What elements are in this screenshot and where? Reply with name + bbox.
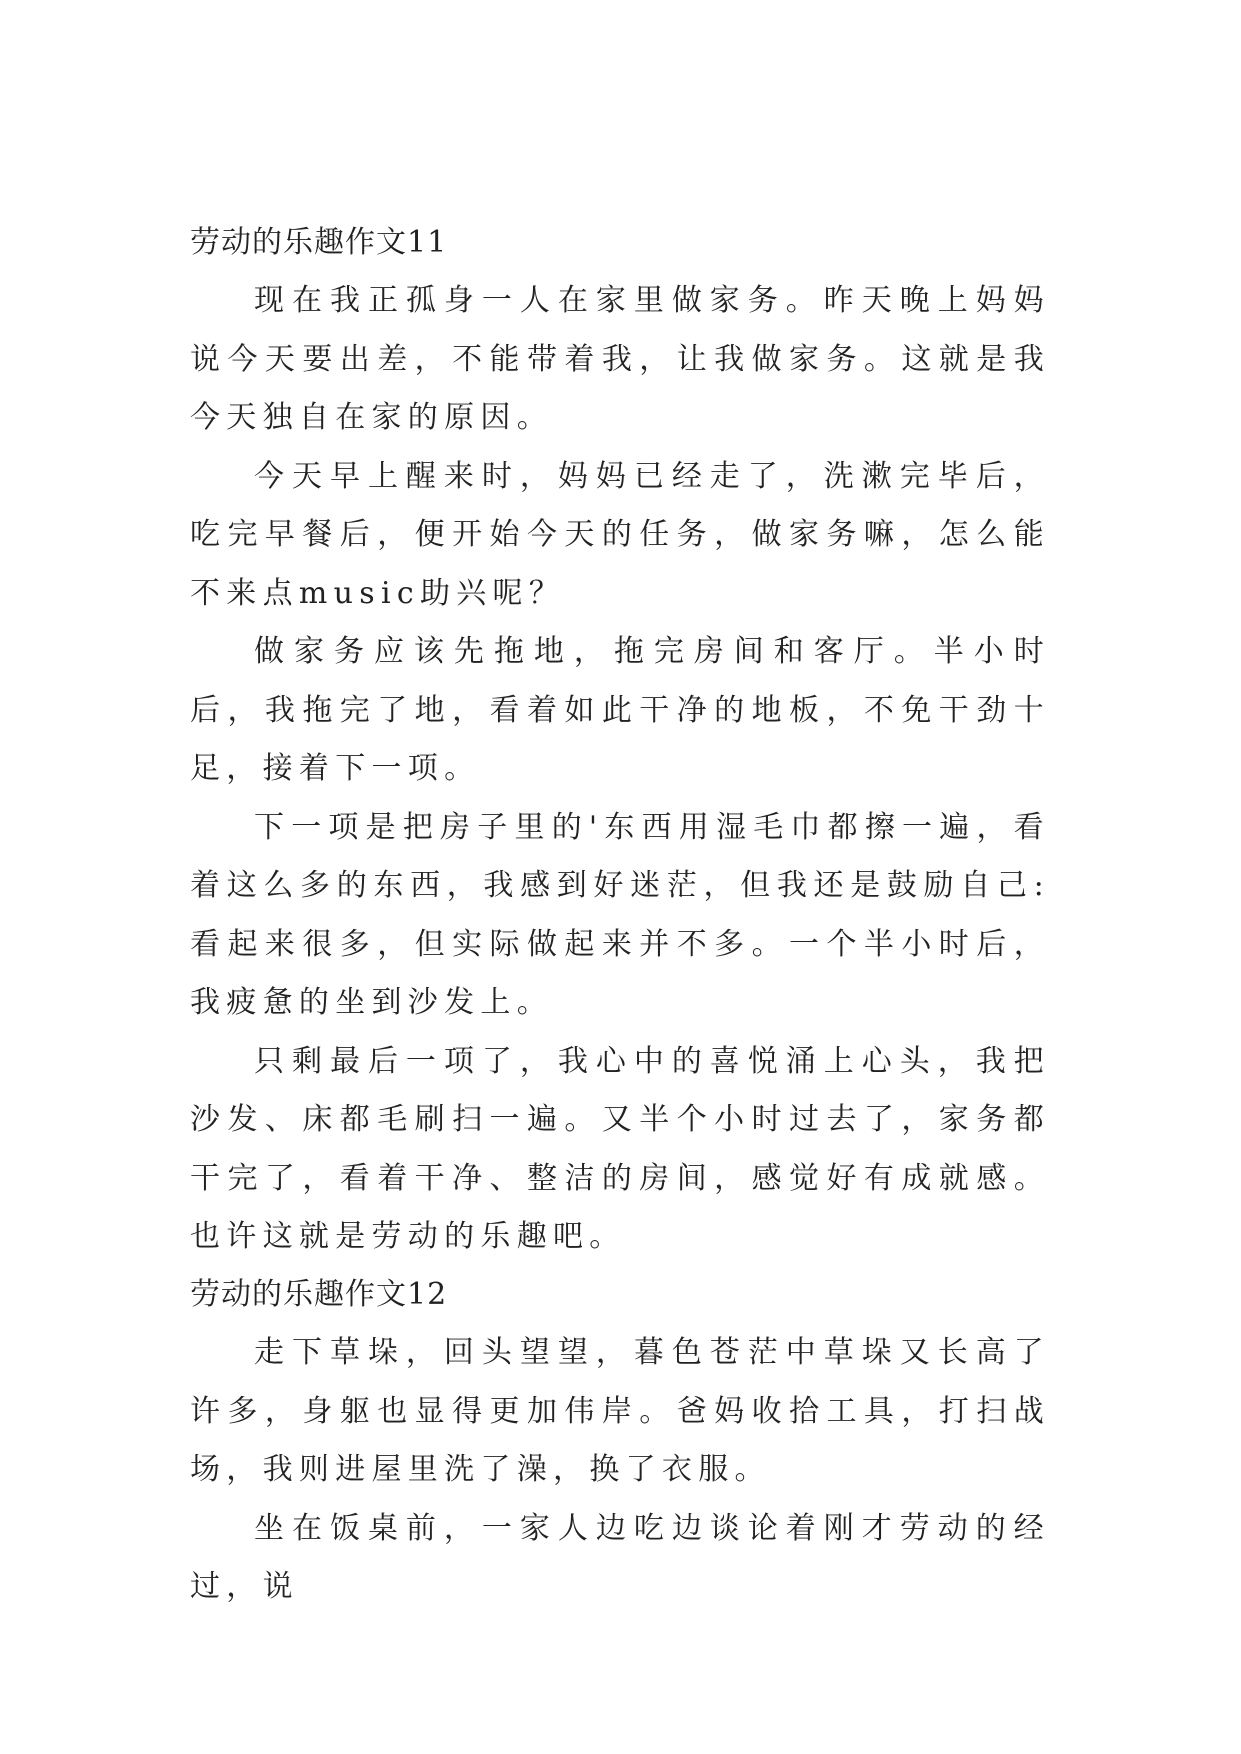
essay-12 — [190, 1266, 1050, 1617]
essay-title: 劳动的乐趣作文11 — [190, 225, 448, 260]
essay-paragraph: 只剩最后一项了，我心中的喜悦涌上心头，我把沙发、床都毛刷扫一遍。又半个小时过去了，家务都干完了，看着干净、整洁的房间，感觉好有成就感。也许这就是劳动的乐趣吧。 — [190, 1043, 1050, 1254]
essay-paragraph: 今天早上醒来时，妈妈已经走了，洗漱完毕后，吃完早餐后，便开始今天的任务，做家务嘛，怎么能不来点music助兴呢？ — [190, 458, 1050, 611]
essay-paragraph: 坐在饭桌前，一家人边吃边谈论着刚才劳动的经过，说 — [190, 1510, 1050, 1604]
essay-11 — [190, 214, 1050, 1267]
essay-paragraph: 做家务应该先拖地，拖完房间和客厅。半小时后，我拖完了地，看着如此干净的地板，不免干劲十足，接着下一项。 — [190, 634, 1050, 786]
essay-title: 劳动的乐趣作文12 — [190, 1277, 448, 1312]
essay-paragraph: 走下草垛，回头望望，暮色苍茫中草垛又长高了许多，身躯也显得更加伟岸。爸妈收拾工具，打扫战场，我则进屋里洗了澡，换了衣服。 — [190, 1335, 1050, 1487]
essay-paragraph: 现在我正孤身一人在家里做家务。昨天晚上妈妈说今天要出差，不能带着我，让我做家务。这就是我今天独自在家的原因。 — [190, 283, 1050, 435]
essay-paragraph: 下一项是把房子里的'东西用湿毛巾都擦一遍，看着这么多的东西，我感到好迷茫，但我还是鼓励自己:看起来很多，但实际做起来并不多。一个半小时后，我疲惫的坐到沙发上。 — [190, 809, 1050, 1020]
